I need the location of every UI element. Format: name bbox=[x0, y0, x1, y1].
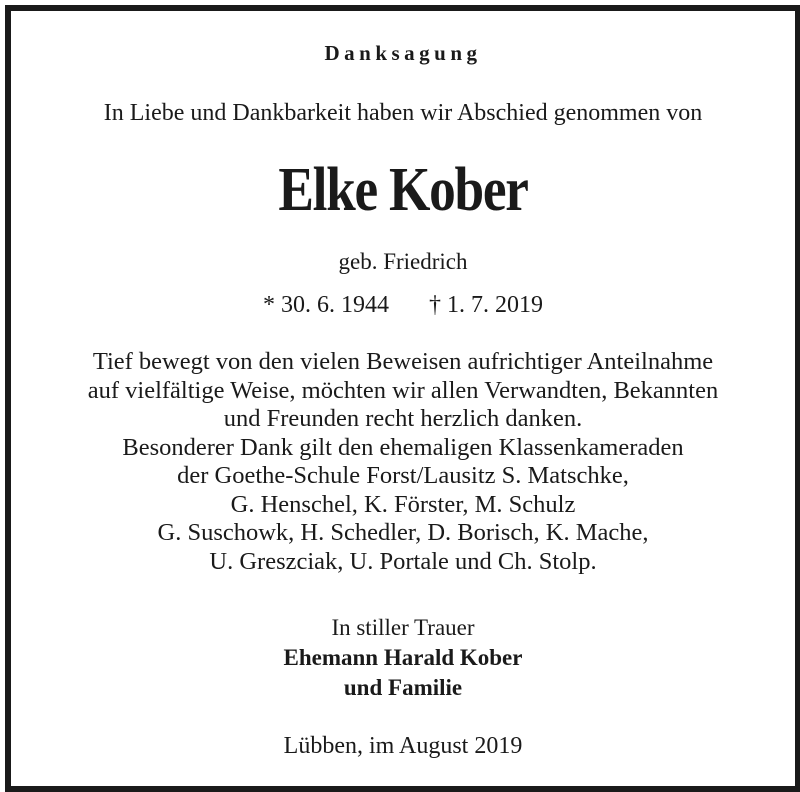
message-line: und Freunden recht herzlich danken. bbox=[223, 405, 583, 432]
message-line: G. Suschowk, H. Schedler, D. Borisch, K. Mache, bbox=[157, 519, 649, 546]
death-date: † 1. 7. 2019 bbox=[429, 292, 543, 318]
message-line: Tief bewegt von den vielen Beweisen aufrichtiger Anteilnahme bbox=[92, 348, 714, 375]
mourner-family: und Familie bbox=[343, 675, 463, 700]
notice-heading: Danksagung bbox=[324, 41, 482, 65]
signature-block bbox=[11, 613, 795, 703]
mourner-name: Ehemann Harald Kober bbox=[283, 645, 523, 670]
birth-date: * 30. 6. 1944 bbox=[263, 292, 389, 318]
life-dates bbox=[11, 292, 795, 319]
message-line: auf vielfältige Weise, möchten wir allen Verwandten, Bekannten bbox=[87, 376, 719, 404]
mourning-phrase: In stiller Trauer bbox=[331, 615, 475, 640]
birth-name: geb. Friedrich bbox=[338, 249, 468, 274]
message-line: der Goethe-Schule Forst/Lausitz S. Matschke, bbox=[177, 462, 629, 489]
intro-text: In Liebe und Dankbarkeit haben wir Abschied genommen von bbox=[103, 100, 703, 126]
message-line: U. Greszciak, U. Portale und Ch. Stolp. bbox=[209, 547, 597, 575]
thanks-message bbox=[11, 348, 795, 576]
obituary-notice bbox=[5, 5, 800, 792]
deceased-name: Elke Kober bbox=[278, 156, 528, 224]
message-line: Besonderer Dank gilt den ehemaligen Klassenkameraden bbox=[122, 433, 684, 461]
message-line: G. Henschel, K. Förster, M. Schulz bbox=[230, 490, 576, 518]
place-date: Lübben, im August 2019 bbox=[283, 733, 523, 759]
